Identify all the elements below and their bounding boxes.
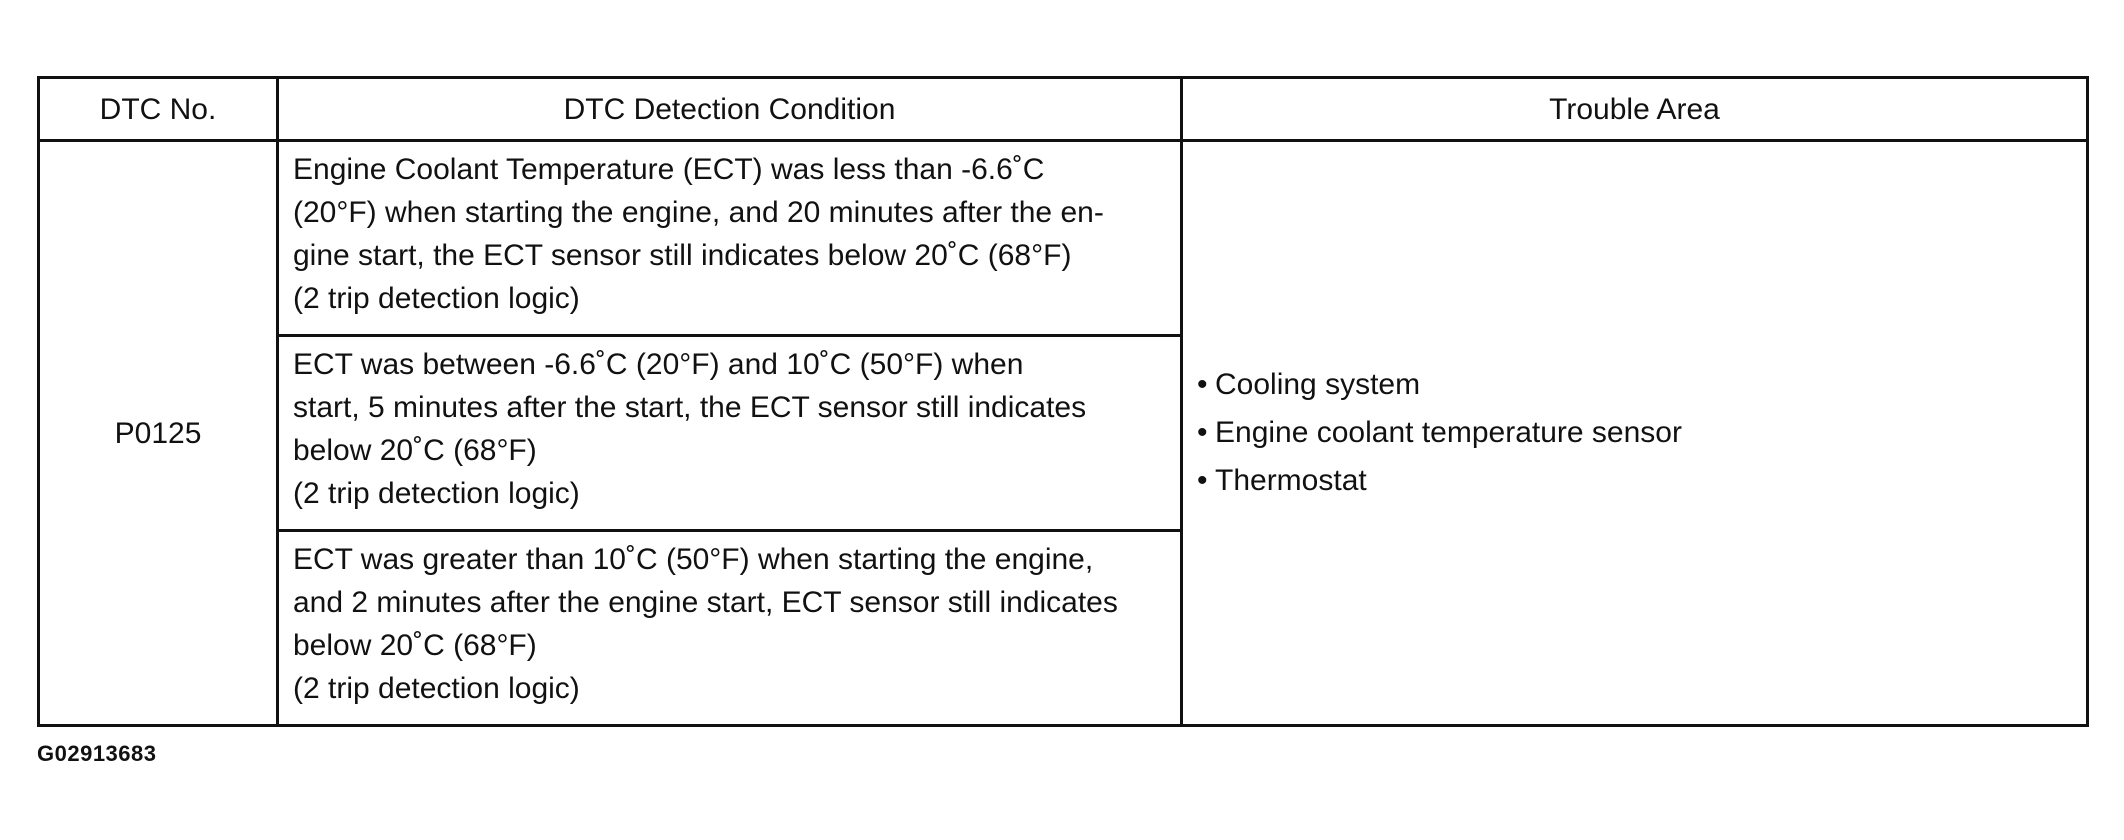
condition-line: ECT was greater than 10˚C (50°F) when starting the engine, [293,543,1094,576]
trouble-area-item: Thermostat [1215,464,1367,497]
header-dtc-no: DTC No. [39,78,278,141]
condition-line: gine start, the ECT sensor still indicates below 20˚C (68°F) [293,239,1072,272]
dtc-code-cell: P0125 [39,141,278,726]
bullet-icon: • [1197,416,1208,449]
bullet-icon: • [1197,464,1208,497]
condition-line: start, 5 minutes after the start, the ECT sensor still indicates [293,391,1087,424]
trouble-area-item: Cooling system [1215,368,1421,401]
list-item [1197,409,2072,457]
trouble-area-item: Engine coolant temperature sensor [1215,416,1682,449]
list-item [1197,457,2072,505]
condition-line: and 2 minutes after the engine start, ECT sensor still indicates [293,586,1118,619]
dtc-table [37,76,2089,727]
header-row [39,78,2088,141]
condition-cell-1 [278,141,1182,336]
condition-line: below 20˚C (68°F) [293,629,537,662]
header-detection-condition: DTC Detection Condition [278,78,1182,141]
list-item [1197,361,2072,409]
figure-id: G02913683 [37,741,157,766]
condition-line: (2 trip detection logic) [293,282,580,315]
header-trouble-area: Trouble Area [1182,78,2088,141]
trouble-area-list [1197,361,2072,505]
table-row [39,141,2088,336]
bullet-icon: • [1197,368,1208,401]
condition-cell-3 [278,531,1182,726]
condition-line: (2 trip detection logic) [293,477,580,510]
condition-line: (2 trip detection logic) [293,672,580,705]
condition-line: ECT was between -6.6˚C (20°F) and 10˚C (50°F) when [293,348,1024,381]
condition-line: below 20˚C (68°F) [293,434,537,467]
condition-cell-2 [278,336,1182,531]
trouble-area-cell [1182,141,2088,726]
condition-line: (20°F) when starting the engine, and 20 minutes after the en- [293,196,1104,229]
condition-line: Engine Coolant Temperature (ECT) was less than -6.6˚C [293,153,1045,186]
